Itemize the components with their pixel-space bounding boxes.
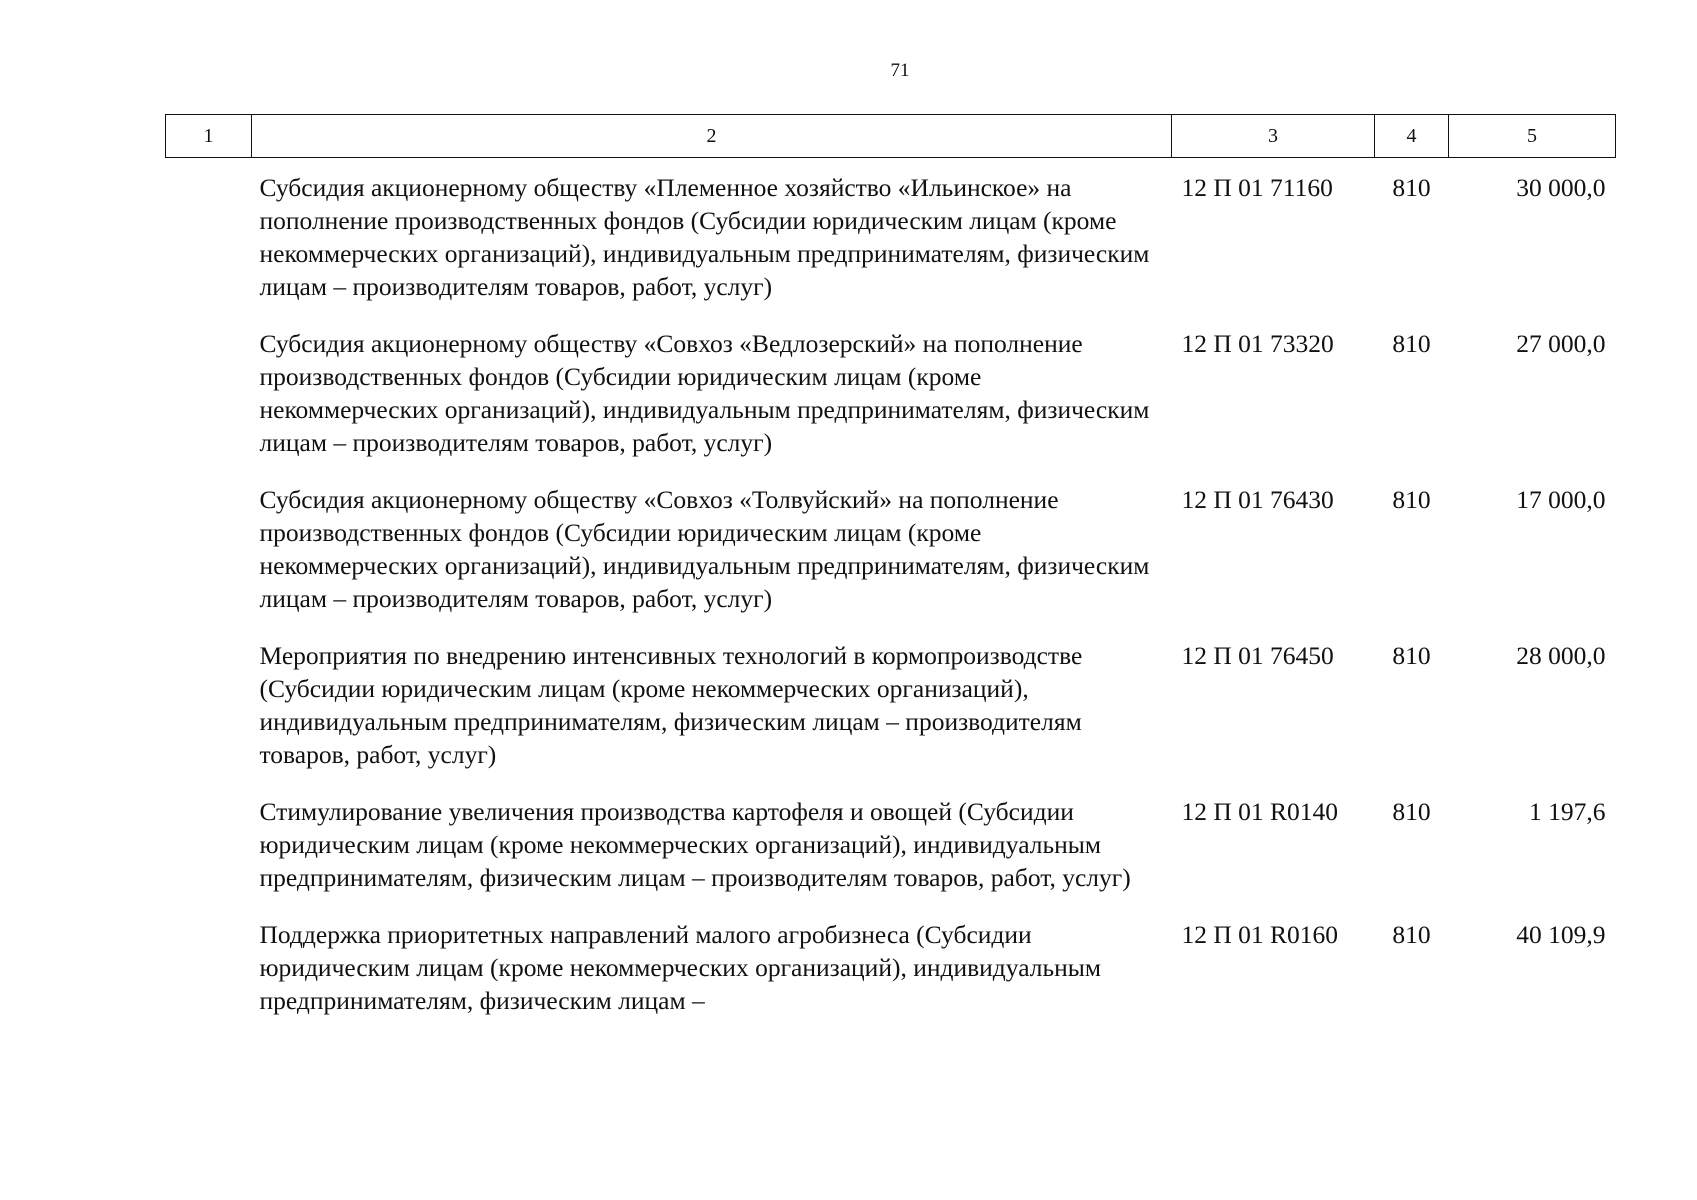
row-type: 810	[1392, 329, 1431, 358]
row-code: 12 П 01 R0160	[1181, 920, 1339, 949]
row-amount: 30 000,0	[1516, 173, 1606, 202]
row-amount: 27 000,0	[1516, 329, 1606, 358]
row-description: Стимулирование увеличения производства картофеля и овощей (Субсидии юридическим лицам (кроме некоммерческих организаций), индивидуальным предпринимателям, физическим лицам – производителям товаров, работ, услуг)	[259, 797, 1131, 892]
row-description: Субсидия акционерному обществу «Совхоз «Толвуйский» на пополнение производственных фондов (Субсидии юридическим лицам (кроме некоммерческих организаций), индивидуальным предпринимателям, физическим лицам – производителям товаров, работ, услуг)	[259, 485, 1150, 613]
row-code: 12 П 01 73320	[1181, 329, 1334, 358]
row-amount: 28 000,0	[1516, 641, 1606, 670]
table-row	[166, 470, 1616, 626]
table-row	[166, 158, 1616, 315]
row-description: Мероприятия по внедрению интенсивных технологий в кормопроизводстве (Субсидии юридическим лицам (кроме некоммерческих организаций), индивидуальным предпринимателям, физическим лицам – производителям товаров, работ, услуг)	[259, 641, 1083, 769]
row-type: 810	[1392, 485, 1431, 514]
row-col1	[166, 905, 252, 1028]
table-row	[166, 626, 1616, 782]
row-type: 810	[1392, 920, 1431, 949]
table-row	[166, 314, 1616, 470]
row-col1	[166, 314, 252, 470]
row-description: Субсидия акционерному обществу «Племенное хозяйство «Ильинское» на пополнение производственных фондов (Субсидии юридическим лицам (кроме некоммерческих организаций), индивидуальным предпринимателям, физическим лицам – производителям товаров, работ, услуг)	[259, 173, 1150, 301]
page-number: 71	[890, 60, 910, 81]
table-header-row	[166, 115, 1616, 158]
row-description: Поддержка приоритетных направлений малого агробизнеса (Субсидии юридическим лицам (кроме некоммерческих организаций), индивидуальным предпринимателям, физическим лицам –	[259, 920, 1102, 1015]
header-col-1: 1	[166, 115, 252, 158]
row-code: 12 П 01 R0140	[1181, 797, 1339, 826]
budget-table	[165, 114, 1616, 1028]
row-code: 12 П 01 76450	[1181, 641, 1334, 670]
row-type: 810	[1392, 797, 1431, 826]
row-code: 12 П 01 71160	[1181, 173, 1333, 202]
row-col1	[166, 626, 252, 782]
row-col1	[166, 782, 252, 905]
header-col-3: 3	[1172, 115, 1375, 158]
header-col-4: 4	[1375, 115, 1449, 158]
row-type: 810	[1392, 173, 1431, 202]
row-col1	[166, 470, 252, 626]
row-code: 12 П 01 76430	[1181, 485, 1334, 514]
header-col-2: 2	[252, 115, 1172, 158]
table-row	[166, 905, 1616, 1028]
table-row	[166, 782, 1616, 905]
row-amount: 1 197,6	[1529, 797, 1606, 826]
row-amount: 17 000,0	[1516, 485, 1606, 514]
row-col1	[166, 158, 252, 315]
header-col-5: 5	[1449, 115, 1616, 158]
row-amount: 40 109,9	[1516, 920, 1606, 949]
row-description: Субсидия акционерному обществу «Совхоз «Ведлозерский» на пополнение производственных фондов (Субсидии юридическим лицам (кроме некоммерческих организаций), индивидуальным предпринимателям, физическим лицам – производителям товаров, работ, услуг)	[259, 329, 1150, 457]
row-type: 810	[1392, 641, 1431, 670]
